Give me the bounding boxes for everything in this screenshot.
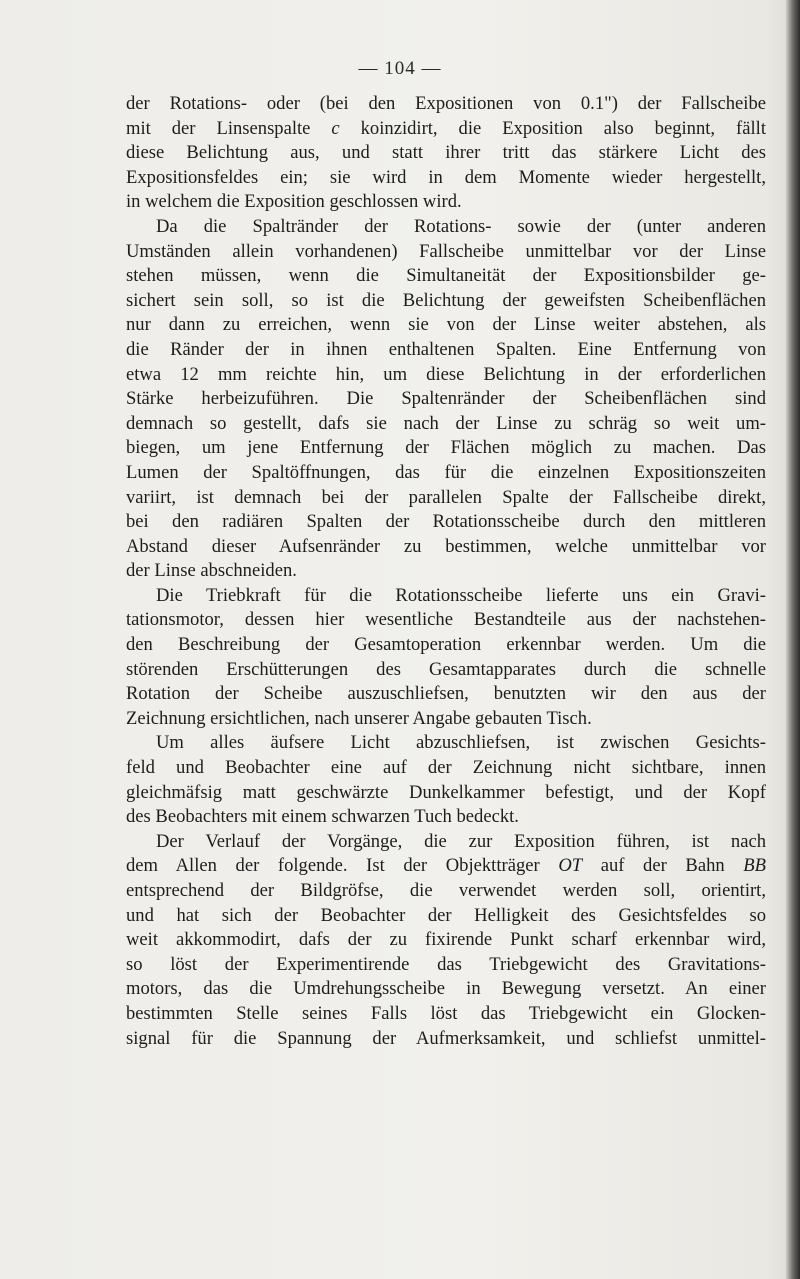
- text-line: der Linse abschneiden.: [126, 560, 297, 582]
- text-line: gleichmäfsig matt geschwärzte Dunkelkammer befestigt, und der Kopf: [126, 781, 766, 803]
- text-line: dem Allen der folgende. Ist der Objektträger OT auf der Bahn BB: [126, 855, 766, 877]
- text-line: biegen, um jene Entfernung der Flächen möglich zu machen. Das: [126, 437, 766, 459]
- body-text: [126, 92, 766, 1051]
- paragraph: [126, 731, 766, 829]
- text-line: den Beschreibung der Gesamtoperation erkennbar werden. Um die: [126, 634, 766, 656]
- text-line: störenden Erschütterungen des Gesamtapparates durch die schnelle: [126, 658, 766, 680]
- text-line: Der Verlauf der Vorgänge, die zur Exposition führen, ist nach: [156, 830, 766, 852]
- text-line: so löst der Experimentirende das Triebgewicht des Gravitations-: [126, 953, 766, 975]
- text-line: sichert sein soll, so ist die Belichtung der geweifsten Scheibenflächen: [126, 289, 766, 311]
- text-line: Lumen der Spaltöffnungen, das für die einzelnen Expositionszeiten: [126, 461, 766, 483]
- text-line: des Beobachters mit einem schwarzen Tuch bedeckt.: [126, 806, 519, 828]
- paragraph: [126, 830, 766, 1051]
- text-line: signal für die Spannung der Aufmerksamkeit, und schliefst unmittel-: [126, 1027, 766, 1049]
- text-line: in welchem die Exposition geschlossen wird.: [126, 191, 462, 213]
- text-line: nur dann zu erreichen, wenn sie von der Linse weiter abstehen, als: [126, 314, 766, 336]
- text-line: diese Belichtung aus, und statt ihrer tritt das stärkere Licht des: [126, 142, 766, 164]
- text-line: Da die Spaltränder der Rotations- sowie der (unter anderen: [156, 215, 766, 237]
- text-line: der Rotations- oder (bei den Expositionen von 0.1") der Fallscheibe: [126, 93, 766, 114]
- text-line: etwa 12 mm reichte hin, um diese Belichtung in der erforderlichen: [126, 363, 766, 385]
- paragraph: [126, 215, 766, 584]
- text-line: Abstand dieser Aufsenränder zu bestimmen, welche unmittelbar vor: [126, 535, 766, 557]
- text-line: Stärke herbeizuführen. Die Spaltenränder der Scheibenflächen sind: [126, 388, 766, 410]
- text-line: bestimmten Stelle seines Falls löst das Triebgewicht ein Glocken-: [126, 1002, 766, 1024]
- text-line: Um alles äufsere Licht abzuschliefsen, ist zwischen Gesichts-: [156, 732, 766, 754]
- paragraph: [126, 92, 766, 215]
- page-number: — 104 —: [358, 58, 442, 79]
- text-line: Rotation der Scheibe auszuschliefsen, benutzten wir den aus der: [126, 683, 766, 705]
- text-line: entsprechend der Bildgröfse, die verwendet werden soll, orientirt,: [126, 880, 766, 901]
- text-line: bei den radiären Spalten der Rotationsscheibe durch den mittleren: [126, 511, 766, 533]
- text-line: feld und Beobachter eine auf der Zeichnung nicht sichtbare, innen: [126, 757, 766, 779]
- text-line: mit der Linsenspalte c koinzidirt, die Exposition also beginnt, fällt: [126, 117, 766, 139]
- text-line: stehen müssen, wenn die Simultaneität der Expositionsbilder ge-: [126, 265, 766, 287]
- text-line: Expositionsfeldes ein; sie wird in dem Momente wieder hergestellt,: [126, 166, 766, 188]
- paragraph: [126, 584, 766, 732]
- text-line: Umständen allein vorhandenen) Fallscheibe unmittelbar vor der Linse: [126, 240, 766, 262]
- text-line: motors, das die Umdrehungsscheibe in Bewegung versetzt. An einer: [126, 978, 766, 1000]
- text-line: weit akkommodirt, dafs der zu fixirende Punkt scharf erkennbar wird,: [126, 929, 766, 951]
- text-line: die Ränder der in ihnen enthaltenen Spalten. Eine Entfernung von: [126, 338, 766, 360]
- text-line: demnach so gestellt, dafs sie nach der Linse zu schräg so weit um-: [126, 412, 766, 434]
- text-line: Die Triebkraft für die Rotationsscheibe lieferte uns ein Gravi-: [156, 584, 766, 606]
- text-line: Zeichnung ersichtlichen, nach unserer Angabe gebauten Tisch.: [126, 707, 592, 729]
- text-line: tationsmotor, dessen hier wesentliche Bestandteile aus der nachstehen-: [126, 609, 766, 631]
- page-edge-shadow: [786, 0, 800, 1279]
- text-line: variirt, ist demnach bei der parallelen Spalte der Fallscheibe direkt,: [126, 486, 766, 508]
- text-line: und hat sich der Beobachter der Helligkeit des Gesichtsfeldes so: [126, 904, 766, 926]
